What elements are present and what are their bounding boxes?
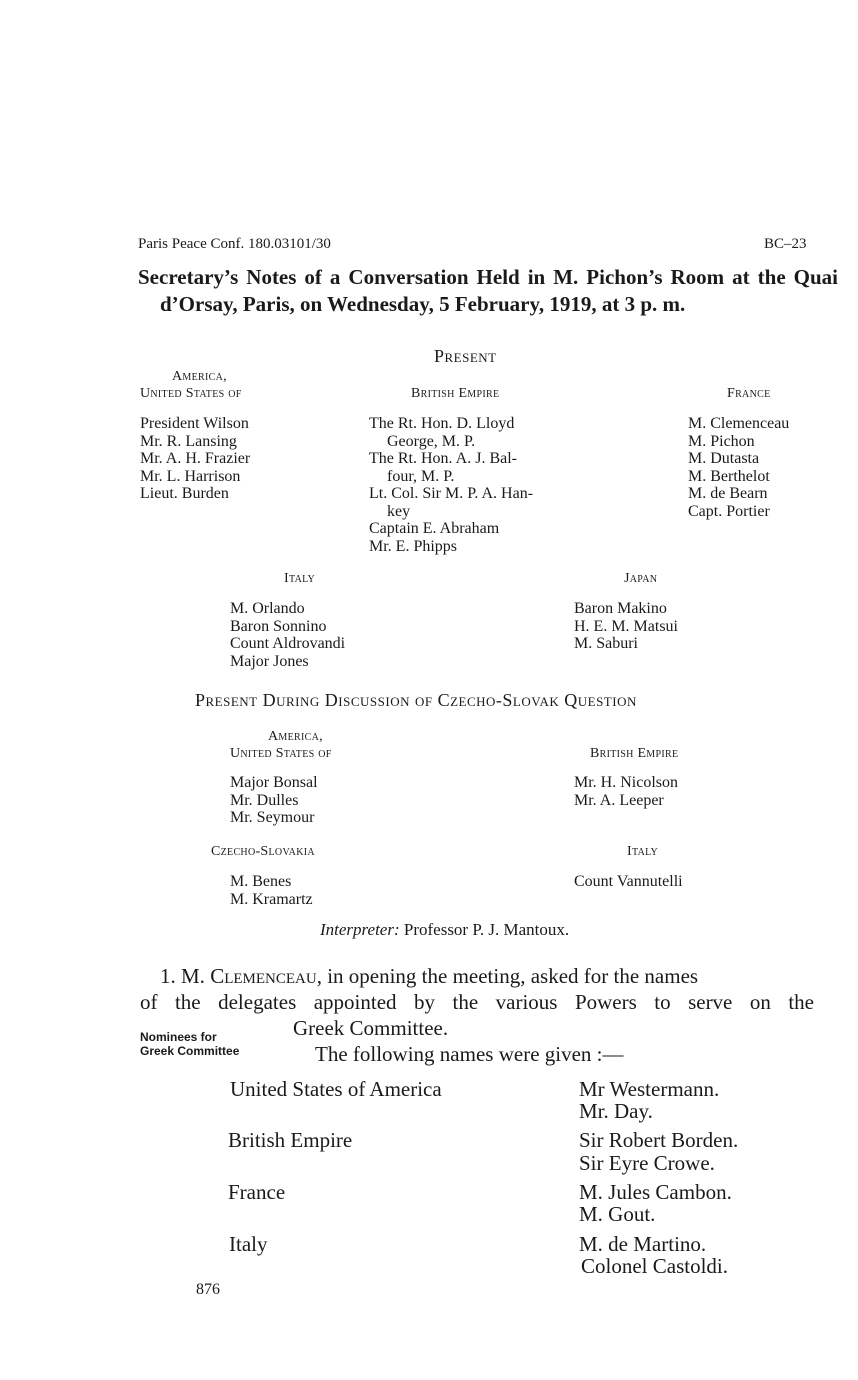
delegate-name: Baron Makino xyxy=(574,600,667,617)
america-label-line2: United States of xyxy=(140,386,242,401)
america-delegates-list xyxy=(140,415,250,503)
czech-discussion-heading: Present During Discussion of Czecho-Slovak Question xyxy=(195,690,637,710)
margin-note-line1: Nominees for xyxy=(140,1030,217,1044)
delegate-name: M. Saburi xyxy=(574,635,638,652)
czech-america-label-line2: United States of xyxy=(230,746,332,761)
delegate-name: George, M. P. xyxy=(387,432,476,450)
japan-delegates-list xyxy=(574,600,678,653)
delegate-name: Baron Sonnino xyxy=(230,617,327,635)
item1-line4: The following names were given :— xyxy=(315,1042,624,1066)
file-reference: Paris Peace Conf. 180.03101/30 xyxy=(138,236,331,252)
item1-line1 xyxy=(160,963,698,989)
delegate-name: Major Jones xyxy=(230,652,309,670)
italy-label: Italy xyxy=(284,571,316,586)
delegate-name: M. Clemenceau xyxy=(688,415,790,432)
document-title: Secretary’s Notes of a Conversation Held in M. Pichon’s Room at the Quai d’Orsay, Paris, on Wednesday, 5 February, 1919, at 3 p. m. xyxy=(138,265,838,316)
document-code: BC–23 xyxy=(764,236,807,252)
nominee-country-british: British Empire xyxy=(228,1128,353,1152)
czechoslovakia-list xyxy=(230,873,313,908)
czech-italy-label: Italy xyxy=(627,844,659,859)
page-number: 876 xyxy=(196,1281,220,1298)
nominee-name: Colonel Castoldi. xyxy=(581,1254,728,1278)
item1-number: 1. M. xyxy=(160,964,205,988)
nominee-name: M. Jules Cambon. xyxy=(579,1180,732,1204)
delegate-name: M. Kramartz xyxy=(230,890,313,908)
delegate-name: Capt. Portier xyxy=(688,502,770,520)
czechoslovakia-label: Czecho-Slovakia xyxy=(211,844,315,859)
czech-british-label: British Empire xyxy=(590,746,679,761)
delegate-name: Mr. R. Lansing xyxy=(140,432,237,450)
item1-line1-rest: , in opening the meeting, asked for the names xyxy=(316,964,699,988)
delegate-name: Mr. L. Harrison xyxy=(140,467,241,485)
margin-note-line2: Greek Committee xyxy=(140,1044,240,1058)
delegate-name: Count Vannutelli xyxy=(574,873,683,890)
nominee-name: Sir Robert Borden. xyxy=(579,1128,739,1152)
delegate-name: President Wilson xyxy=(140,415,249,432)
delegate-name: Captain E. Abraham xyxy=(369,520,500,537)
delegate-name: M. Benes xyxy=(230,873,292,890)
delegate-name: key xyxy=(387,502,411,520)
delegate-name: M. Orlando xyxy=(230,600,305,617)
delegate-name: Mr. Seymour xyxy=(230,809,315,826)
delegate-name: M. Dutasta xyxy=(688,450,760,467)
delegate-name: Mr. E. Phipps xyxy=(369,537,458,555)
interpreter-line xyxy=(320,920,569,940)
delegate-name: Lt. Col. Sir M. P. A. Han- xyxy=(369,485,534,502)
japan-label: Japan xyxy=(624,571,658,586)
nominee-name: Sir Eyre Crowe. xyxy=(579,1151,715,1175)
czech-america-label-line1: America, xyxy=(268,729,323,744)
delegate-name: M. Berthelot xyxy=(688,467,770,485)
france-label: France xyxy=(727,386,771,401)
speaker-name: Clemenceau xyxy=(210,964,317,988)
nominee-country-france: France xyxy=(228,1180,286,1204)
delegate-name: Mr. A. Leeper xyxy=(574,791,664,809)
nominee-name: Mr. Day. xyxy=(579,1099,653,1123)
italy-delegates-list xyxy=(230,600,345,670)
delegate-name: M. de Bearn xyxy=(688,485,768,502)
nominee-name: M. de Martino. xyxy=(579,1232,707,1256)
delegate-name: M. Pichon xyxy=(688,432,755,450)
nominee-name: M. Gout. xyxy=(579,1202,656,1226)
czech-italy-list xyxy=(574,873,683,891)
nominee-name: Mr Westermann. xyxy=(579,1077,720,1101)
british-delegates-list xyxy=(369,415,533,555)
delegate-name: Mr. Dulles xyxy=(230,791,299,809)
delegate-name: H. E. M. Matsui xyxy=(574,617,678,635)
delegate-name: Mr. A. H. Frazier xyxy=(140,450,251,467)
delegate-name: Major Bonsal xyxy=(230,774,318,791)
delegate-name: Mr. H. Nicolson xyxy=(574,774,678,791)
item1-line2: of the delegates appointed by the various Powers to serve on the xyxy=(140,990,814,1014)
delegate-name: The Rt. Hon. D. Lloyd xyxy=(369,415,515,432)
nominee-country-usa: United States of America xyxy=(230,1077,442,1101)
delegate-name: four, M. P. xyxy=(387,467,455,485)
interpreter-name: Professor P. J. Mantoux. xyxy=(403,920,570,939)
czech-british-list xyxy=(574,774,678,809)
delegate-name: Count Aldrovandi xyxy=(230,635,346,652)
america-label-line1: America, xyxy=(172,369,227,384)
delegate-name: The Rt. Hon. A. J. Bal- xyxy=(369,450,517,467)
nominee-country-italy: Italy xyxy=(229,1232,268,1256)
france-delegates-list xyxy=(688,415,789,520)
british-empire-label: British Empire xyxy=(411,386,500,401)
interpreter-label: Interpreter: xyxy=(320,920,400,939)
present-heading: Present xyxy=(434,346,497,366)
item1-line3: Greek Committee. xyxy=(293,1016,449,1040)
delegate-name: Lieut. Burden xyxy=(140,485,229,502)
czech-america-list xyxy=(230,774,318,827)
